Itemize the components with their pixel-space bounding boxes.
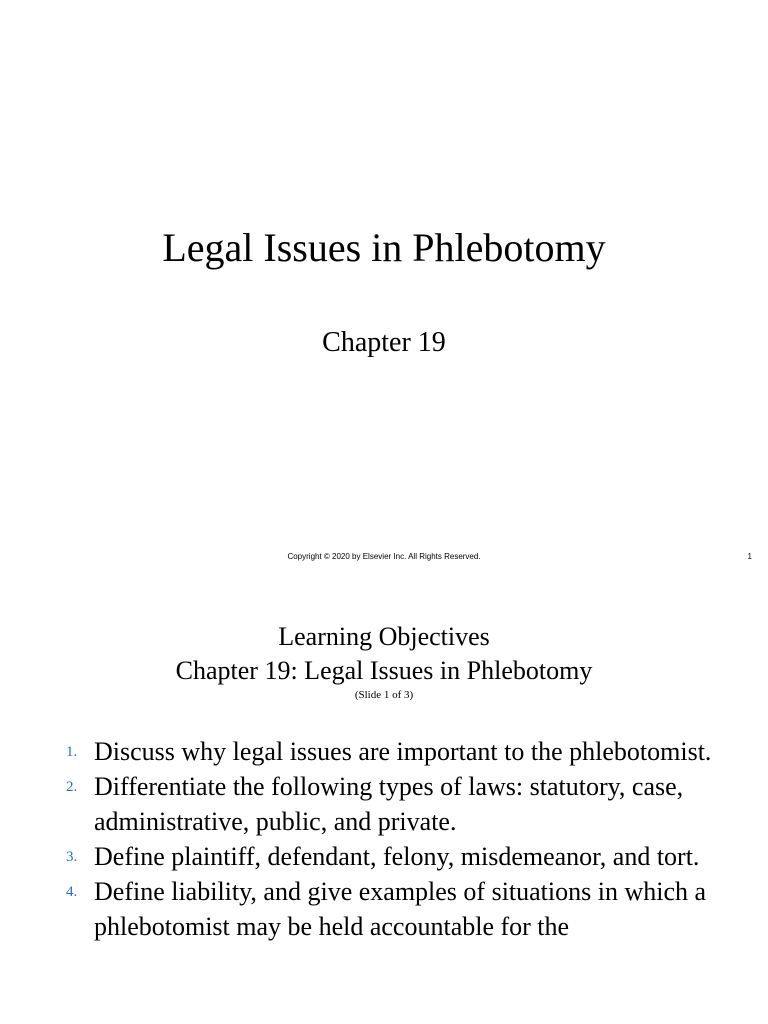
copyright-footer: Copyright © 2020 by Elsevier Inc. All Rights Reserved. xyxy=(287,552,481,561)
list-item-number: 4. xyxy=(66,884,78,900)
list-item-text: Discuss why legal issues are important to the phlebotomist. xyxy=(94,737,712,766)
objectives-list xyxy=(66,734,748,944)
list-item-number: 2. xyxy=(66,779,78,795)
list-item xyxy=(66,839,748,874)
list-item-text: Differentiate the following types of laws: statutory, case, administrative, public, and private. xyxy=(94,772,684,836)
list-item-text: Define plaintiff, defendant, felony, misdemeanor, and tort. xyxy=(94,842,700,871)
list-item-number: 1. xyxy=(66,744,78,760)
objectives-chapter-heading: Chapter 19: Legal Issues in Phlebotomy xyxy=(175,656,593,685)
page-number: 1 xyxy=(747,552,752,561)
list-item-text: Define liability, and give examples of situations in which a phlebotomist may be held accountable for the xyxy=(94,877,707,941)
list-item-number: 3. xyxy=(66,849,78,865)
list-item xyxy=(66,769,748,839)
list-item xyxy=(66,874,748,944)
slide-count-note: (Slide 1 of 3) xyxy=(354,689,414,701)
list-item xyxy=(66,734,748,769)
objectives-heading: Learning Objectives xyxy=(278,622,490,651)
slide-subtitle: Chapter 19 xyxy=(322,327,446,358)
slide-title: Legal Issues in Phlebotomy xyxy=(162,225,606,270)
objectives-slide xyxy=(0,576,768,1024)
